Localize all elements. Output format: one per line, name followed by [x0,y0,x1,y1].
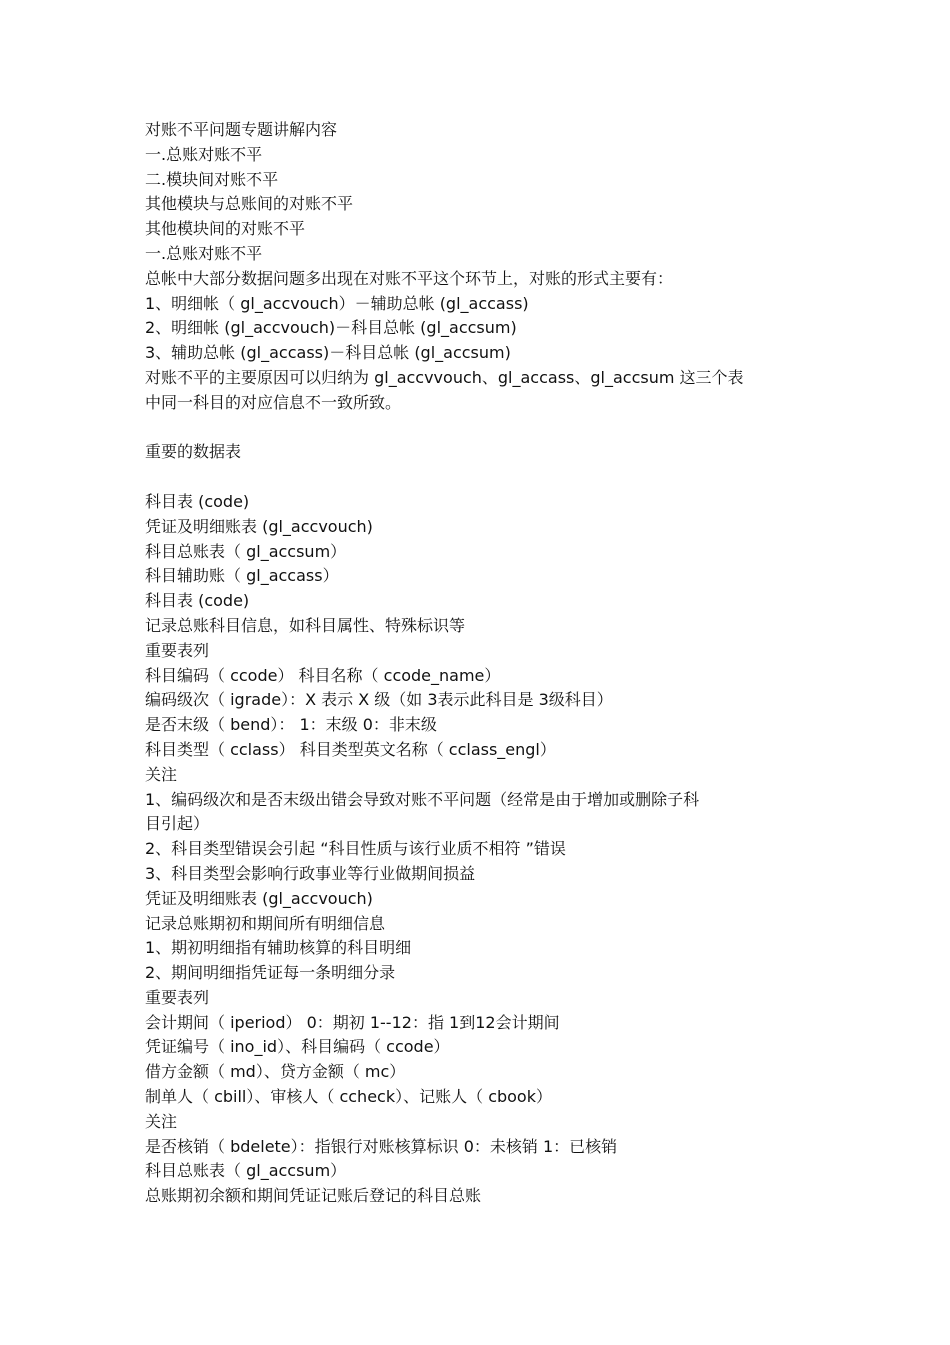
list-item: 3、科目类型会影响行政事业等行业做期间损益 [145,863,476,883]
list-item: 2、科目类型错误会引起 “科目性质与该行业质不相符 ”错误 [145,839,566,859]
outline-item: 一.总账对账不平 [145,144,263,164]
document-body [145,118,825,1209]
section-heading: 科目表 (code) [145,591,250,611]
list-item: 借方金额（ md）、贷方金额（ mc） [145,1062,406,1082]
document-title: 对账不平问题专题讲解内容 [145,120,338,139]
list-item: 科目表 (code) [145,491,250,511]
section-heading: 凭证及明细账表 (gl_accvouch) [145,888,373,908]
list-item: 编码级次（ igrade）：X 表示 X 级（如 3表示此科目是 3级科目） [145,690,613,710]
paragraph-line: 记录总账期初和期间所有明细信息 [145,913,386,933]
paragraph-line: 对账不平的主要原因可以归纳为 gl_accvvouch、gl_accass、gl_accsum 这三个表 [145,367,744,387]
list-item: 科目类型（ cclass） 科目类型英文名称（ cclass_engl） [145,739,556,759]
list-item: 科目总账表（ gl_accsum） [145,541,347,561]
list-item: 科目辅助账（ gl_accass） [145,566,339,586]
subheading: 关注 [145,1111,178,1131]
list-item: 科目编码（ ccode） 科目名称（ ccode_name） [145,665,501,685]
list-item: 会计期间（ iperiod） 0：期初 1--12：指 1到12会计期间 [145,1012,560,1032]
outline-item: 其他模块间的对账不平 [145,219,306,239]
outline-item: 其他模块与总账间的对账不平 [145,194,354,214]
list-item: 制单人（ cbill）、审核人（ ccheck）、记账人（ cbook） [145,1087,552,1107]
subheading: 重要表列 [145,987,210,1007]
paragraph-line: 中同一科目的对应信息不一致所致。 [145,392,402,412]
section-heading: 科目总账表（ gl_accsum） [145,1161,347,1181]
list-item: 是否核销（ bdelete）：指银行对账核算标识 0：未核销 1：已核销 [145,1136,618,1156]
section-heading: 重要的数据表 [145,442,242,462]
paragraph-line: 目引起） [145,814,210,834]
list-item: 凭证编号（ ino_id）、科目编码（ ccode） [145,1037,450,1057]
list-item: 1、期初明细指有辅助核算的科目明细 [145,938,412,958]
paragraph-line: 总账期初余额和期间凭证记账后登记的科目总账 [145,1186,482,1206]
list-item: 是否末级（ bend）： 1：末级 0：非末级 [145,715,437,735]
subheading: 关注 [145,764,178,784]
list-item: 1、明细帐（ gl_accvouch）－辅助总帐 (gl_accass) [145,293,529,313]
paragraph-line: 记录总账科目信息，如科目属性、特殊标识等 [145,615,466,635]
list-item: 2、期间明细指凭证每一条明细分录 [145,963,396,983]
list-item: 2、明细帐 (gl_accvouch)－科目总帐 (gl_accsum) [145,318,517,338]
blank-line [145,416,825,441]
list-item: 1、编码级次和是否末级出错会导致对账不平问题（经常是由于增加或删除子科 [145,789,700,809]
blank-line [145,465,825,490]
list-item: 3、辅助总帐 (gl_accass)－科目总帐 (gl_accsum) [145,343,511,363]
list-item: 凭证及明细账表 (gl_accvouch) [145,516,373,536]
section-heading: 一.总账对账不平 [145,243,263,263]
outline-item: 二.模块间对账不平 [145,169,279,189]
paragraph-line: 总帐中大部分数据问题多出现在对账不平这个环节上，对账的形式主要有： [145,268,674,288]
subheading: 重要表列 [145,640,210,660]
